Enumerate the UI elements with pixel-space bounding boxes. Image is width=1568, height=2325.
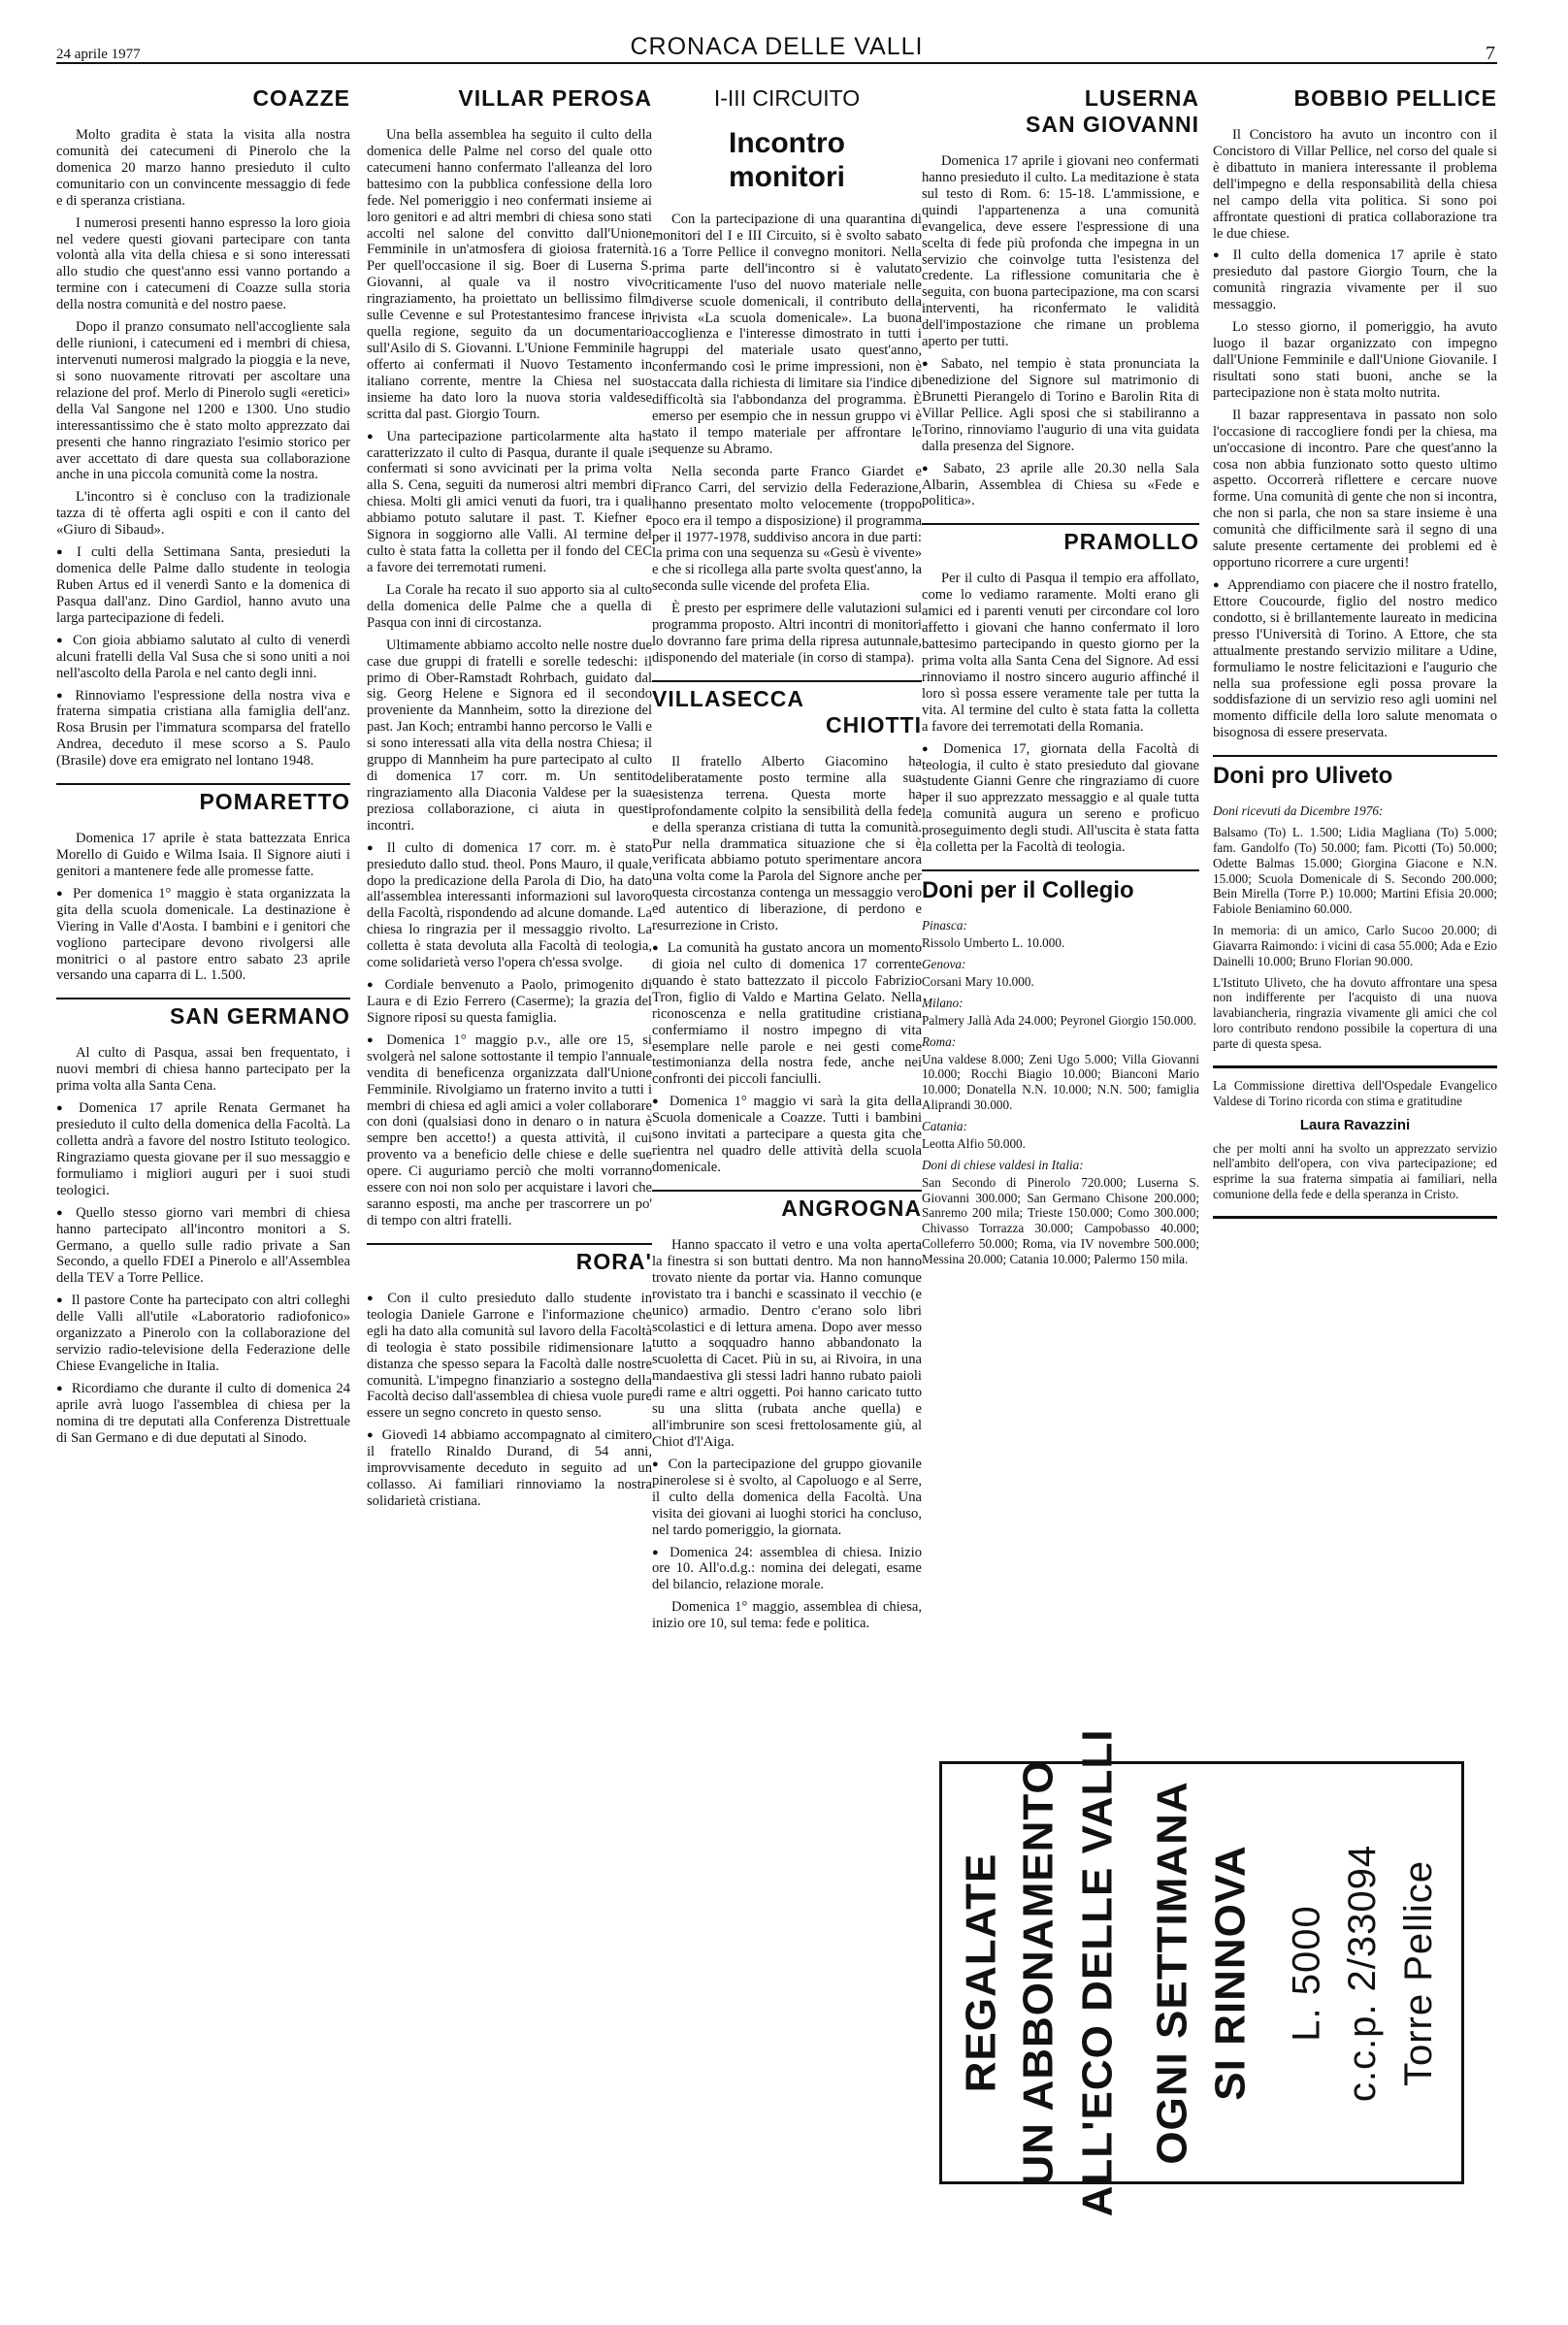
section-heading <box>652 680 922 738</box>
donation-list: Palmery Jallà Ada 24.000; Peyronel Giorgio 150.000. <box>922 1012 1196 1028</box>
bullet-item: ● Il culto di domenica 17 corr. m. è stato presieduto dallo stud. theol. Pons Mauro, il quale, dopo la predicazione della Parola di Dio, ha dato all'assemblea interessanti informazioni sul lavoro della Facoltà, rispondendo ad alcune domande. La chiesa lo ringrazia per il messaggio rivolto. La colletta è stata devoluta alla Facoltà di teologia, come solidarietà verso l'opera ch'essa svolge. <box>367 840 652 971</box>
ad-line: c.c.p. 2/33094 <box>1341 1844 1385 2102</box>
article-paragraph: Il bazar rappresentava in passato non solo l'occasione di raccogliere fondi per la chiesa, ma un'occasione di incontro. Pare che quest'anno la cosa non abbia funzionato sotto questo ultimo aspetto. Occorrerà riflettere e cercare nuove forme. Una comunità di gente che non si incontra, che non si parla, che non sa stare insieme è una comunità che difficilmente sarà il segno di una salute presente certamente dei problemi ed è opportuno ricorrere a cure urgenti! <box>1213 407 1497 572</box>
ad-line: L. 5000 <box>1285 1904 1328 2042</box>
bullet-item: ● Domenica 1° maggio p.v., alle ore 15, si svolgerà nel salone sottostante il tempio l'annuale vendita di beneficenza organizzata dall'Unione Femminile. Rivolgiamo un fraterno invito a tutti i membri di chiesa ed agli amici a voler collaborare con doni (qualsiasi dono in denaro o in natura è sempre ben accetto!) a questa attività, il cui provento va a beneficio delle chiese e delle sue opere. Ci auguriamo perciò che molti vorranno essere con noi non solo per acquistare i lavori che saranno esposti, ma anche per trascorrere un po' di tempo con altri fratelli. <box>367 1032 652 1229</box>
heading-line: LUSERNA <box>1084 85 1199 111</box>
section-subheading: Doni ricevuti da Dicembre 1976: <box>1213 803 1384 819</box>
divider <box>1213 1216 1497 1219</box>
section-doni-collegio <box>922 869 1199 1267</box>
section-heading: POMARETTO <box>56 783 350 815</box>
section-heading: I-III CIRCUITO <box>713 85 861 111</box>
article-paragraph: Nella seconda parte Franco Giardet e Franco Carri, del servizio della Federazione, hanno presentato molto velocemente (troppo poco era il tempo a disposizione) il programma per il 1977-1978, suddiviso ancora in due parti: la prima con una sequenza su «Gesù è vivente» e che si ricollega alla parte svolta quest'anno, la seconda sulle vicende del profeta Elia. <box>652 463 922 595</box>
section-heading: SAN GERMANO <box>56 998 350 1030</box>
article-paragraph: È presto per esprimere delle valutazioni sul programma proposto. Altri incontri di monitori lo dovranno fare prima della ripresa autunnale, disponendo del materiale (in corso di stampa). <box>652 601 922 666</box>
section-villar-perosa <box>367 85 652 1229</box>
donation-list: In memoria: di un amico, Carlo Sucoo 20.000; di Giavarra Raimondo: i vicini di casa 55.000; Ada e Ezio Dainelli 10.000; Bruno Florian 90.000. <box>1213 923 1497 968</box>
section-heading <box>922 85 1199 138</box>
bullet-item: ● Domenica 24: assemblea di chiesa. Inizio ore 10. All'o.d.g.: nomina dei delegati, esame del bilancio, relazione morale. <box>652 1545 922 1594</box>
article-paragraph: Molto gradita è stata la visita alla nostra comunità dei catecumeni di Pinerolo che la domenica 20 marzo hanno presieduto il culto comunitario con un convincente messaggio di fede e di speranza cristiana. <box>56 127 350 209</box>
section-pomaretto <box>56 783 350 984</box>
article-paragraph: Per il culto di Pasqua il tempio era affollato, come lo vediamo raramente. Molti erano gli amici ed i parenti venuti per circondare col loro affetto i giovani che hanno confermato il loro battesimo partecipando in questo giorno per la prima volta alla Santa Cena del Signore. Ad essi rinnoviamo il nostro sincero augurio affinché il loro sì possa essere veramente tale per tutta la vita. Al termine del culto è stata fatta la colletta a favore dei terremotati della Romania. <box>922 571 1199 735</box>
article-paragraph: Domenica 17 aprile è stata battezzata Enrica Morello di Guido e Wilma Isaia. Il Signore aiuti i genitori a mantenere fede alle promesse fatte. <box>56 831 350 879</box>
donation-list: Balsamo (To) L. 1.500; Lidia Magliana (To) 5.000; fam. Gandolfo (To) 50.000; fam. Picotti (To) 50.000; Odette Balmas 15.000; Giorgina Giacone e N.N. 15.000; Scuola Domenicale di S. Secondo 200.000; Bein Mirella (Torre P.) 10.000; Martini Efisia 20.000; Fabiole Beniamino 60.000. <box>1213 825 1497 917</box>
section-angrogna <box>652 1190 922 1632</box>
ad-line: OGNI SETTIMANA <box>1149 1781 1197 2165</box>
ad-line: Torre Pellice <box>1397 1859 1441 2086</box>
article-paragraph: Una bella assemblea ha seguito il culto della domenica delle Palme nel corso del quale otto catecumeni hanno confermato l'alleanza del loro battesimo con la pubblica confessione della loro fede. Nel pomeriggio i neo confermati insieme ai loro genitori e ad altri membri di chiesa sono stati accolti nel salone del convitto dall'Unione Femminile in un'atmosfera di gioiosa fraternità. Per quell'occasione il sig. Boer di Luserna S. Giovanni, al quale va il nostro vivo ringraziamento, ha proiettato un bellissimo film sulle Cevenne e sul Protestantesimo francese in quella regione, seguito da un documentario sull'Asilo di S. Giovanni. L'Unione Femminile ha offerto ai confermati il Nuovo Testamento in italiano corrente, mentre la Chiesa nel suo insieme ha dato loro la nuova storia valdese scritta dal past. Giorgio Tourn. <box>367 127 652 422</box>
memorial-name: Laura Ravazzini <box>1299 1116 1411 1133</box>
bullet-item: ● Ricordiamo che durante il culto di domenica 24 aprile avrà luogo l'assemblea di chiesa per la nomina di tre deputati alla Conferenza Distrettuale di San Germano e di due deputati al Sinodo. <box>56 1381 350 1447</box>
heading-line: CHIOTTI <box>826 711 922 737</box>
bullet-item: ● Giovedì 14 abbiamo accompagnato al cimitero il fratello Rinaldo Durand, di 54 anni, improvvisamente deceduto in seguito ad un collasso. Ai familiari rinnoviamo la nostra solidarietà cristiana. <box>367 1427 652 1510</box>
bullet-item: ● Apprendiamo con piacere che il nostro fratello, Ettore Coucourde, figlio del nostro medico condotto, si è brillantemente laureato in medicina presso l'Università di Torino. A Ettore, che sta attualmente prestando servizio militare a Udine, formuliamo le nostre felicitazioni e l'augurio che nella sua professione egli possa provare la soddisfazione di un servizio reso agli uomini nel momento difficile della loro salute menomata o bisognosa di essere preservata. <box>1213 577 1497 741</box>
issue-date: 24 aprile 1977 <box>56 47 141 62</box>
donation-location: Catania: <box>922 1118 967 1133</box>
section-doni-uliveto <box>1213 755 1497 1052</box>
bullet-item: ● La comunità ha gustato ancora un momento di gioia nel culto di domenica 17 corrente quando è stato battezzato il piccolo Fabrizio Tron, figlio di Valdo e Martina Gelato. Nella riconoscenza e nella gratitudine cristiana confermiamo il nostro impegno di vita esemplare nelle parole e nei gesti come testimonianza della nostra fede, anche nei confronti dei piccoli fanciulli. <box>652 940 922 1088</box>
bullet-item: ● Con la partecipazione del gruppo giovanile pinerolese si è svolto, al Capoluogo e al Serre, il culto della domenica della Facoltà. Una visita dei giovani ai luoghi storici ha concluso, nel tardo pomeriggio, la giornata. <box>652 1457 922 1539</box>
donation-list: Rissolo Umberto L. 10.000. <box>922 935 1065 951</box>
article-paragraph: Lo stesso giorno, il pomeriggio, ha avuto luogo il bazar organizzato con impegno dall'Unione Femminile e dall'Unione Giovanile. I risultati sono stati buoni, anche se la partecipazione non è stata molto nutrita. <box>1213 319 1497 401</box>
page-title: CRONACA DELLE VALLI <box>630 33 924 60</box>
section-bobbio-pellice <box>1213 85 1497 741</box>
bullet-item: ● Con gioia abbiamo salutato al culto di venerdì alcuni fratelli della Val Susa che si sono uniti a noi nell'ascolto della Parola e nel canto degli inni. <box>56 633 350 682</box>
divider <box>1213 1065 1497 1068</box>
ad-line: ALL'ECO DELLE VALLI <box>1073 1728 1122 2217</box>
section-coazze <box>56 85 350 770</box>
section-luserna <box>922 85 1199 509</box>
article-title <box>652 127 922 194</box>
article-paragraph: La Corale ha recato il suo apporto sia al culto della domenica delle Palme che a quella di Pasqua con inni di circostanza. <box>367 581 652 631</box>
section-san-germano <box>56 998 350 1446</box>
donation-list: Una valdese 8.000; Zeni Ugo 5.000; Villa Giovanni 10.000; Rocchi Biagio 10.000; Bianconi Mario 10.000; Donatella N.N. 10.000; N.N. 500; famiglia Aliprandi 30.000. <box>922 1051 1199 1113</box>
article-paragraph: I numerosi presenti hanno espresso la loro gioia nel vedere questi giovani partecipare con tanta volontà alla vita della chiesa e si sono interessati allo studio che quest'anno essi vanno portando a termine con i catecumeni di Coazze sulla storia della nostra comunità e del nostro paese. <box>56 214 350 313</box>
section-rora <box>367 1243 652 1510</box>
bullet-item: ● Domenica 17 aprile Renata Germanet ha presieduto il culto della domenica della Facoltà. La colletta andrà a favore del nostro Istituto teologico. Ringraziamo questa giovane per il suo messaggio e formuliamo i migliori auguri per i suoi studi teologici. <box>56 1100 350 1199</box>
section-heading: ANGROGNA <box>652 1190 922 1222</box>
ad-line: REGALATE <box>957 1852 1005 2093</box>
heading-line: SAN GIOVANNI <box>1026 112 1199 137</box>
column-3 <box>652 85 922 1646</box>
article-paragraph: Al culto di Pasqua, assai ben frequentato, i nuovi membri di chiesa hanno partecipato per la prima volta alla Santa Cena. <box>56 1045 350 1095</box>
bullet-item: ● Cordiale benvenuto a Paolo, primogenito di Laura e di Ezio Ferrero (Caserme); la grazia del Signore riposi su questa famiglia. <box>367 977 652 1027</box>
subscription-ad <box>939 1728 1464 2217</box>
article-paragraph: Domenica 17 aprile i giovani neo confermati hanno presieduto il culto. La meditazione è stata sul testo di Rom. 6: 15-18. L'ammissione, e quindi l'appartenenza a una comunità evangelica, deve essere l'espressione di una scelta di fede più profonda che impegna in un servizio che coinvolge tutta l'esistenza del credente. La riflessione comunitaria che è seguita, con buona partecipazione, ma con scarsi interventi, ha riconfermato le validità dell'impostazione che rimane un problema aperto per tutti. <box>922 153 1199 350</box>
donation-location: Pinasca: <box>922 918 967 933</box>
bullet-item: ● Rinnoviamo l'espressione della nostra viva e fraterna simpatia cristiana alla famiglia dell'anz. Rosa Brusin per l'immatura scomparsa del fratello Andrea, deceduto il mese scorso a S. Paulo (Brasile) dove era emigrato nel lontano 1948. <box>56 688 350 770</box>
section-ospedale-notice <box>1213 1078 1497 1202</box>
donation-list: Leotta Alfio 50.000. <box>922 1135 1026 1151</box>
donation-location: Genova: <box>922 956 966 971</box>
bullet-item: ● Con il culto presieduto dallo studente in teologia Daniele Garrone e l'informazione che egli ha dato alla comunità sul lavoro della Facoltà di teologia è stato possibile ridimensionare la distanza che spesso separa la Facoltà dalle nostre comunità. L'impegno finanziario a sostegno della Facoltà deciso dall'assemblea di chiesa vuole pure essere un segno concreto in questo senso. <box>367 1291 652 1422</box>
bullet-item: ● I culti della Settimana Santa, presieduti la domenica delle Palme dallo studente in teologia Ruben Artus ed il venerdì Santo e la domenica di Pasqua dall'anz. Dino Gardiol, hanno avuto una larga partecipazione di fedeli. <box>56 544 350 627</box>
section-heading: PRAMOLLO <box>922 523 1199 555</box>
page-number: 7 <box>1486 43 1495 64</box>
ad-line: SI RINNOVA <box>1207 1845 1255 2101</box>
article-paragraph: L'incontro si è concluso con la tradizionale tazza di tè offerta agli ospiti e con il canto del «Giuro di Sibaud». <box>56 489 350 539</box>
bullet-item: ● Domenica 17, giornata della Facoltà di teologia, il culto è stato presieduto dal giovane studente Gianni Genre che ringraziamo di cuore per il suo apprezzato messaggio e al quale tutta la comunità augura un sereno e proficuo proseguimento degli studi. All'uscita è stata fatta la colletta per la Facoltà di teologia. <box>922 741 1199 856</box>
article-paragraph: Hanno spaccato il vetro e una volta aperta la finestra si son buttati dentro. Ma non hanno trovato niente da portar via. Hanno comunque rovistato tra i banchi e scassinato il vecchio (e unico) armadio. Dentro c'erano solo libri scolastici e di lettura amena. Dopo aver messo tutto a soqquadro hanno abbandonato la scuoletta di Cacet. Più in su, ai Rivoira, in una mandaestiva gli stessi ladri hanno rubato paioli di rame e altri oggetti. Poi hanno caricato tutto su una slitta (rubata anche quella) e all'imbrunire son scesi frettolosamente giù, al Chiot d'l'Aiga. <box>652 1236 922 1450</box>
column-4 <box>922 85 1199 1281</box>
column-2 <box>367 85 652 1523</box>
notice-paragraph: La Commissione direttiva dell'Ospedale Evangelico Valdese di Torino ricorda con stima e gratitudine <box>1213 1077 1497 1108</box>
bullet-item: ● Quello stesso giorno vari membri di chiesa hanno partecipato all'incontro monitori a S. Germano, a quello sulle radio private a San Secondo, a quello FDEI a Pinerolo e all'Assemblea della TEV a Torre Pellice. <box>56 1205 350 1288</box>
column-1 <box>56 85 350 1460</box>
donation-list: San Secondo di Pinerolo 720.000; Luserna S. Giovanni 300.000; San Germano Chisone 200.000; Sanremo 200 mila; Trieste 150.000; Como 300.000; Chivasso Torrazza 30.000; Campobasso 40.000; Colleferro 50.000; Roma, via IV novembre 500.000; Messina 20.000; Catania 10.000; Palermo 150 mila. <box>922 1174 1199 1266</box>
bullet-item: ● Il culto della domenica 17 aprile è stato presieduto dal pastore Giorgio Tourn, che la comunità ringrazia vivamente per il suo messaggio. <box>1213 247 1497 313</box>
article-paragraph: Con la partecipazione di una quarantina di monitori del I e III Circuito, si è svolto sabato 16 a Torre Pellice il convegno monitori. Nella prima parte dell'incontro si è valutato criticamente l'uso del nuovo materiale nelle diverse scuole domenicali, il contributo della rivista «La scuola domenicale». La buona accoglienza e l'interesse dimostrato in tutti i gruppi del materiale usato quest'anno, confermando così le prime impressioni, non è staccata dalla richiesta di limitare sia l'indice di difficoltà sia l'abbondanza del programma. È emerso per esempio che in nessun gruppo vi è stato il tempo materiale per affrontare le sequenze su Abramo. <box>652 212 922 457</box>
section-heading: Doni pro Uliveto <box>1213 755 1497 790</box>
bullet-item: ● Domenica 1° maggio vi sarà la gita della Scuola domenicale a Coazze. Tutti i bambini sono invitati a partecipare a questa gita che rientra nel quadro delle attività della scuola domenicale. <box>652 1094 922 1176</box>
article-paragraph: Dopo il pranzo consumato nell'accogliente sala delle riunioni, i catecumeni ed i membri di chiesa, intervenuti numerosi malgrado la pioggia e la neve, si sono nuovamente ritrovati per ascoltare una relazione del prof. Merlo di Pinerolo sugli «eretici» della Val Sangone nel 1200 e 1300. Uno studio interessantissimo che è stato molto apprezzato dai presenti che hanno ringraziato l'esimio storico per aver accettato di dare questa sua collaborazione anche in una piccola comunità come la nostra. <box>56 319 350 483</box>
donation-location: Milano: <box>922 995 964 1010</box>
masthead <box>56 29 1497 64</box>
title-line: Incontro <box>729 127 845 159</box>
section-heading: Doni per il Collegio <box>922 869 1199 904</box>
bullet-item: ● Il pastore Conte ha partecipato con altri colleghi delle Valli all'utile «Laboratorio radiofonico» organizzato a Pinerolo con la collaborazione del servizio radio-televisione della Federazione delle Chiese Evangeliche in Italia. <box>56 1293 350 1375</box>
article-paragraph: L'Istituto Uliveto, che ha dovuto affrontare una spesa non indifferente per l'acquisto di una nuova lavabiancheria, ringrazia vivamente gli amici che col loro contributo rendono possibile la copertura di una parte di questa spesa. <box>1213 974 1497 1051</box>
donation-location: Doni di chiese valdesi in Italia: <box>922 1157 1084 1172</box>
bullet-item: ● Per domenica 1° maggio è stata organizzata la gita della scuola domenicale. La destinazione è Viering in Valle d'Aosta. I bambini e i genitori che vogliono partecipare devono rivolgersi alle monitrici o al pastore entro sabato 23 aprile versando una caparra di L. 1.500. <box>56 886 350 985</box>
notice-paragraph: che per molti anni ha svolto un apprezzato servizio nell'ambito dell'opera, con viva partecipazione; ed esprime la sua fraterna simpatia ai familiari, nella comunione della fede e della speranza in Cristo. <box>1213 1140 1497 1202</box>
column-5 <box>1213 85 1497 1228</box>
donation-list: Corsani Mary 10.000. <box>922 973 1034 989</box>
heading-line: VILLASECCA <box>652 685 804 711</box>
article-paragraph: Il Concistoro ha avuto un incontro con il Concistoro di Villar Pellice, nel corso del quale si è dibattuto in maniera interessante il problema dell'impegno e della responsabilità della chiesa nel campo della vita politica. Si sono poi affrontate questioni di pratica collaborazione tra le due chiese. <box>1213 127 1497 242</box>
bullet-item: ● Sabato, nel tempio è stata pronunciata la benedizione del Signore sul matrimonio di Brunetti Pierangelo di Torino e Barolin Rita di Villar Pellice. Agli sposi che si stabiliranno a Torino, rinnoviamo l'augurio di una vita guidata dalla presenza del Signore. <box>922 356 1199 455</box>
bullet-item: ● Una partecipazione particolarmente alta ha caratterizzato il culto di Pasqua, durante il quale i confermati si sono avvicinati per la prima volta alla S. Cena, seguiti da numerosi altri membri di chiesa. Molti gli amici venuti da fuori, tra i quali abbiamo potuto salutare il past. T. Kiefner e Signora in soggiorno alle Valli. Al termine del culto è stata fatta la colletta per il fondo del CEC a favore dei terremotati rumeni. <box>367 429 652 576</box>
section-pramollo <box>922 523 1199 856</box>
article-paragraph: Il fratello Alberto Giacomino ha deliberatamente posto termine alla sua esistenza terrena. Questa morte ha profondamente colpito la sensibilità della fede e della speranza cristiana di tutta la comunità. Pur nella drammatica situazione che si è verificata abbiamo potuto sperimentare ancora una volta come la Parola del Signore anche per questa circostanza contenga un messaggio vero ed autentico di liberazione, di perdono e resurrezione in Cristo. <box>652 753 922 934</box>
ad-line: UN ABBONAMENTO <box>1015 1759 1063 2186</box>
section-heading: BOBBIO PELLICE <box>1293 85 1497 111</box>
donation-location: Roma: <box>922 1033 957 1049</box>
title-line: monitori <box>729 160 845 193</box>
article-paragraph: Ultimamente abbiamo accolto nelle nostre due case due gruppi di fratelli e sorelle tedeschi: il primo di Ober-Ramstadt Rohrbach, guidato dal sig. Georg Helene e Signora ed il secondo proveniente da Mannheim, sotto la direzione del past. Jan Koch; entrambi hanno percorso le Valli e si sono interessati alla vita della nostra Chiesa; il gruppo di Mannheim ha pure partecipato al culto di domenica 17 corr. m. Un sentito ringraziamento alla Diaconia Valdese per la sua preziosa collaborazione, ci aiuta in questi incontri. <box>367 637 652 834</box>
section-heading: COAZZE <box>252 85 350 111</box>
section-heading: RORA' <box>367 1243 652 1275</box>
section-villasecca <box>652 680 922 1176</box>
article-paragraph: Domenica 1° maggio, assemblea di chiesa, inizio ore 10, sul tema: fede e politica. <box>652 1599 922 1632</box>
section-heading: VILLAR PEROSA <box>458 85 652 111</box>
bullet-item: ● Sabato, 23 aprile alle 20.30 nella Sala Albarin, Assemblea di Chiesa su «Fede e politica». <box>922 461 1199 510</box>
section-circuito <box>652 85 922 667</box>
